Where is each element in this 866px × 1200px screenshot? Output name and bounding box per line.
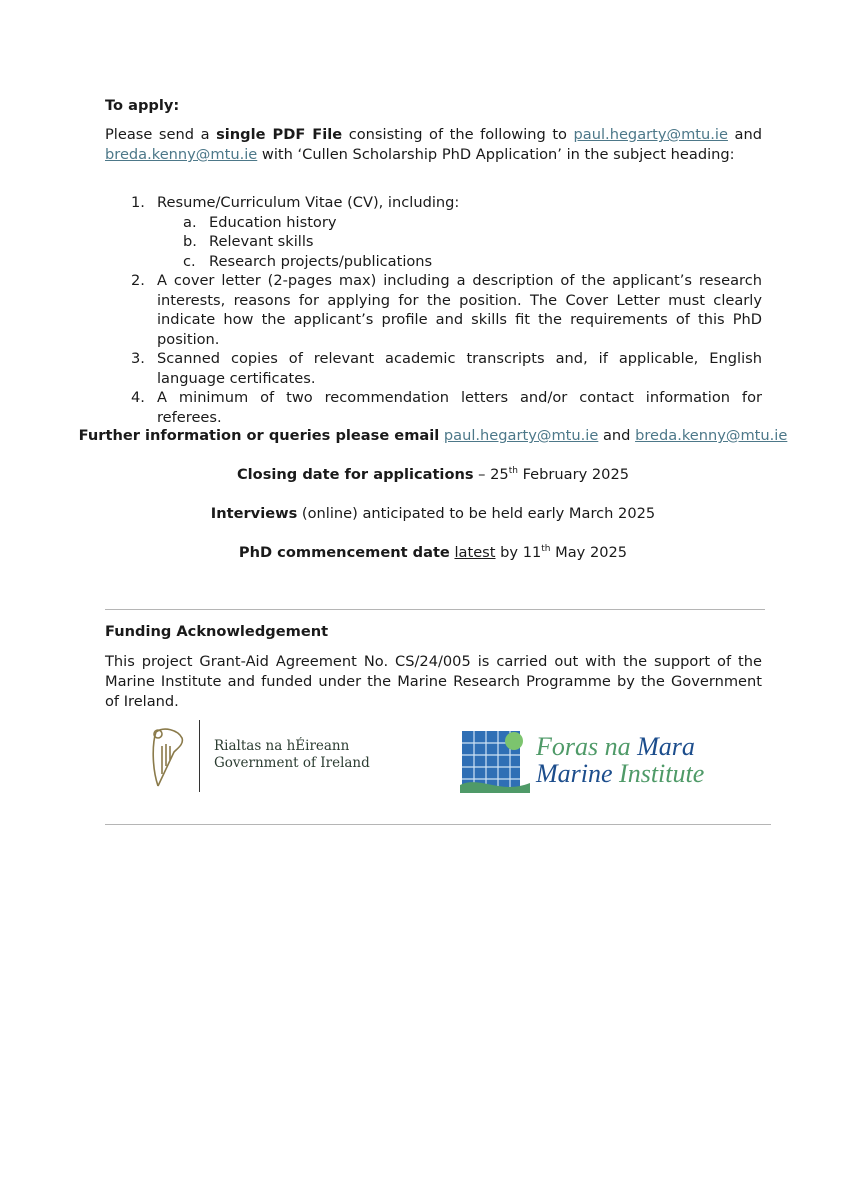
sub-text: Relevant skills — [209, 233, 314, 250]
intro-text: Please send a — [105, 126, 217, 143]
interviews-rest: (online) anticipated to be held early March 2025 — [297, 505, 656, 522]
mi-logo-text — [536, 733, 704, 787]
list-item — [125, 271, 762, 349]
divider-top — [105, 609, 765, 610]
sub-list-item — [157, 232, 762, 252]
commencement-sup: th — [541, 544, 551, 554]
list-text: Resume/Curriculum Vitae (CV), including: — [157, 194, 460, 211]
commencement-line — [0, 544, 866, 561]
apply-intro — [105, 125, 762, 165]
interviews-label: Interviews — [210, 505, 298, 522]
mi-foras: Foras na — [536, 732, 638, 761]
mi-mara: Mara — [637, 732, 695, 761]
intro-bold: single PDF File — [216, 126, 343, 143]
marine-grid-icon — [460, 727, 532, 795]
further-label: Further information or queries please email — [78, 427, 440, 444]
list-item — [125, 388, 762, 427]
list-number: 1. — [131, 194, 145, 211]
commencement-rest: May 2025 — [550, 544, 628, 561]
email-link-breda-2[interactable]: breda.kenny@mtu.ie — [635, 427, 788, 444]
closing-rest: February 2025 — [517, 466, 630, 483]
closing-date-line — [0, 466, 866, 483]
commencement-label: PhD commencement date — [238, 544, 450, 561]
list-number: 3. — [131, 350, 145, 367]
closing-sup: th — [508, 466, 518, 476]
funding-heading: Funding Acknowledgement — [105, 623, 329, 640]
logo-divider — [199, 720, 200, 792]
list-item — [125, 349, 762, 388]
mi-marine: Marine — [536, 759, 620, 788]
sub-letter: c. — [183, 252, 196, 270]
requirements-list — [125, 193, 762, 427]
sub-list-item — [157, 252, 762, 272]
sub-letter: a. — [183, 213, 197, 231]
mi-line-irish — [536, 733, 704, 760]
further-info-line — [0, 427, 866, 444]
interviews-line — [0, 505, 866, 522]
list-text: A minimum of two recommendation letters and/or contact information for referees. — [157, 389, 762, 426]
commencement-by: by 11 — [495, 544, 542, 561]
email-link-paul[interactable]: paul.hegarty@mtu.ie — [573, 126, 728, 143]
gov-logo-text — [214, 738, 370, 772]
divider-bottom — [105, 824, 771, 825]
email-link-breda[interactable]: breda.kenny@mtu.ie — [105, 146, 258, 163]
email-link-paul-2[interactable]: paul.hegarty@mtu.ie — [443, 427, 599, 444]
list-number: 2. — [131, 272, 145, 289]
closing-dash: – 25 — [473, 466, 509, 483]
government-of-ireland-logo — [148, 718, 378, 794]
mi-institute: Institute — [619, 759, 705, 788]
further-and: and — [602, 427, 631, 444]
marine-institute-logo — [460, 727, 760, 797]
gov-line-english: Government of Ireland — [214, 755, 370, 771]
commencement-latest: latest — [454, 544, 496, 561]
list-item — [125, 193, 762, 271]
sub-text: Research projects/publications — [209, 252, 433, 270]
apply-heading: To apply: — [105, 97, 180, 114]
funding-text: This project Grant-Aid Agreement No. CS/24/005 is carried out with the support of the Marine Institute and funded under the Marine Research Programme by the Government of Ireland. — [105, 653, 762, 710]
sub-text: Education history — [209, 213, 337, 231]
intro-post: with ‘Cullen Scholarship PhD Application’ in the subject heading: — [257, 146, 735, 163]
list-text: A cover letter (2-pages max) including a description of the applicant’s research interests, reasons for applying for the position. The Cover Letter must clearly indicate how the applicant’s profile and skills fit the requirements of this PhD position. — [157, 272, 762, 348]
gov-line-irish: Rialtas na hÉireann — [214, 738, 350, 754]
list-number: 4. — [131, 389, 145, 406]
sub-letter: b. — [183, 233, 197, 250]
intro-mid: consisting of the following to — [342, 126, 574, 143]
closing-label: Closing date for applications — [236, 466, 474, 483]
list-text: Scanned copies of relevant academic transcripts and, if applicable, English language certificates. — [157, 350, 762, 387]
harp-icon — [148, 724, 188, 792]
sub-list-item — [157, 213, 762, 233]
cv-sub-list — [157, 213, 762, 272]
intro-and: and — [727, 126, 762, 143]
mi-line-english — [536, 760, 704, 787]
